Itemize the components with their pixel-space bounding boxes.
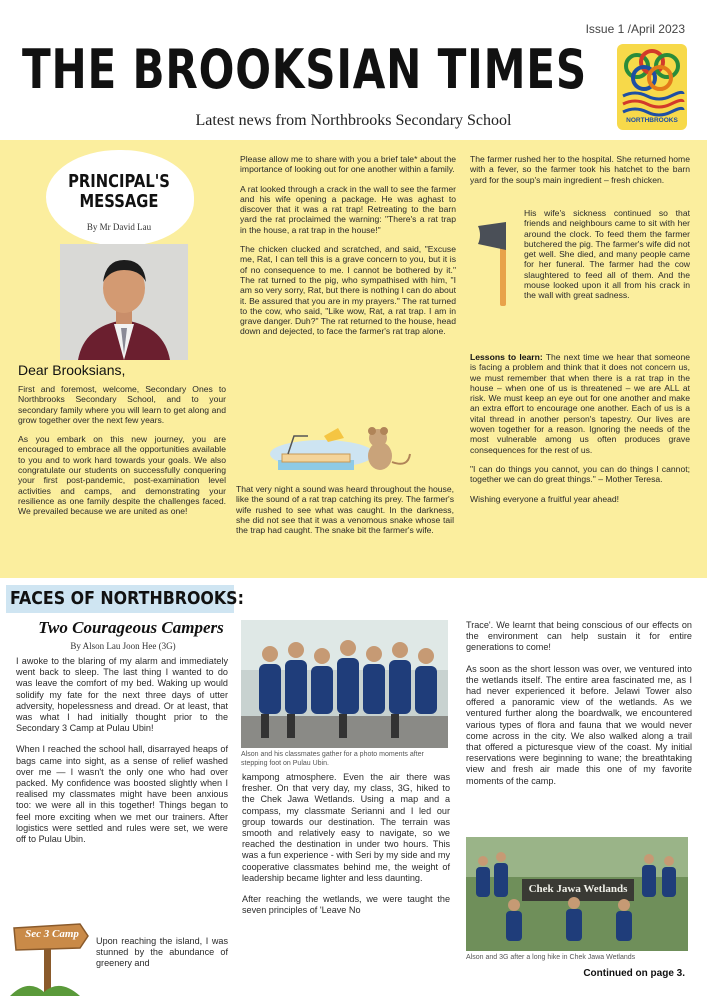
principal-byline: By Mr David Lau: [86, 222, 152, 232]
principal-column-1: [18, 384, 226, 526]
axe-icon: [476, 218, 520, 308]
story-column-2: [242, 772, 450, 926]
group-photo-pulau-ubin: [241, 620, 448, 748]
principal-heading: PRINCIPAL'S MESSAGE: [68, 171, 170, 212]
tagline: Latest news from Northbrooks Secondary School: [195, 112, 512, 129]
continued-note: Continued on page 3.: [583, 968, 685, 979]
photo-caption: Alson and his classmates gather for a photo moments after stepping foot on Pulau Ubin.: [241, 751, 424, 767]
paragraph: Trace'. We learnt that being conscious of our effects on the environment can help sustain it for entire generations to come!: [466, 620, 692, 653]
closing-wish: Wishing everyone a fruitful year ahead!: [470, 493, 620, 504]
paragraph: After reaching the wetlands, we were taught the seven principles of 'Leave No: [242, 894, 450, 916]
story-column-1-end: Upon reaching the island, I was stunned by the abundance of greenery and: [96, 936, 228, 969]
salutation: Dear Brooksians,: [18, 362, 126, 378]
principal-column-3-bottom: [470, 352, 690, 513]
logo-text: NORTHBROOKS: [626, 117, 678, 124]
paragraph: kampong atmosphere. Even the air there was fresher. On that very day, my class, 3G, hiked to the Chek Jawa Wetlands. Using a map and a compass, my classmate Serianni and I led our group towards our destination. The terrain was smooth and relatively easy to navigate, so we reached the destination in under two hours. This was a fun experience - with Seri by my side and my cooperative classmates behind me, the weight of leadership became lighter and less daunting.: [242, 772, 450, 883]
principal-column-2: [240, 154, 456, 346]
paragraph: When I reached the school hall, disarrayed heaps of bags came into sight, as a sense of relief washed over me — I wasn't the only one who had over packed. My confidence was boosted slightly when I realised my classmates might have been anxious too: we were all in this together! Things began to feel more exciting when we met our trainers. After logistics were settled and rules were set, we were off to Pulau Ubin.: [16, 744, 228, 845]
signpost-text: Sec 3 Camp: [25, 928, 79, 940]
mouse-trap-illustration: [262, 410, 414, 478]
camp-signpost: [10, 918, 94, 996]
faces-heading: FACES OF NORTHBROOKS:: [10, 588, 244, 609]
principal-photo: [60, 244, 188, 360]
principal-column-3-top: The farmer rushed her to the hospital. She returned home with a fever, so the farmer took his hatchet to the barn yard for the soup's main ingredient – fresh chicken.: [470, 154, 690, 185]
group-photo-chek-jawa: [466, 837, 688, 951]
story-column-1: [16, 656, 228, 855]
newspaper-title: THE BROOKSIAN TIMES: [22, 38, 587, 101]
lessons-paragraph: [470, 352, 690, 455]
photo-caption: Alson and 3G after a long hike in Chek Jawa Wetlands: [466, 954, 636, 961]
paragraph: The chicken clucked and scratched, and said, "Excuse me, Rat, I can tell this is a grave concern to you, but it is of no consequence to me. I cannot be bothered by it." The rat turned to the pig, who sympathised with him, "I am so very sorry, Rat, but there is nothing I can do about it. Be assured that you are in my prayers." The rat turned to the cow, who said, "Like wow, Rat, a rat trap. I am in grave danger. Duh?" The rat returned to the house, head down and dejected, to face the farmer's rat trap alone.: [240, 244, 456, 337]
story-column-3: [466, 620, 692, 797]
paragraph: A rat looked through a crack in the wall to see the farmer and his wife opening a package. He was aghast to discover that it was a rat trap! Retreating to the barn yard the rat proclaimed the warning: "There's a rat trap in the house, a rat trap in the house!": [240, 183, 456, 235]
story-title: Two Courageous Campers: [38, 618, 224, 637]
principal-column-3-middle: His wife's sickness continued so that friends and neighbours came to sit with her around the clock. To feed them the farmer butchered the pig. The farmer's wife did not get well. She died, and many people came for her funeral. The farmer had the cow slaughtered to feed all of them. And the mouse looked upon it all from his crack in the wall with great sadness.: [524, 208, 690, 301]
lessons-text: The next time we hear that someone is facing a problem and think that it does not concern us, we must remember that when there is a rat trap in the house – when one of us is threatened – we are ALL at risk. We must keep an eye out for one another and make an extra effort to encourage one another. Each of us is a vital thread in another person's tapestry. Our lives are woven together for a reason. Ignoring the needs of the most vulnerable among us often produces grave consequences for the rest of us.: [470, 352, 691, 455]
wetlands-sign-text: Chek Jawa Wetlands: [528, 883, 628, 895]
issue-label: Issue 1 /April 2023: [585, 22, 685, 36]
paragraph: Please allow me to share with you a brief tale* about the importance of looking out for one another within a family.: [240, 154, 456, 175]
paragraph: First and foremost, welcome, Secondary Ones to Northbrooks Secondary School, and to your secondary family where you will learn to get along and grow together over the next few years.: [18, 384, 226, 425]
paragraph: As soon as the short lesson was over, we ventured into the wetlands itself. The entire area fascinated me, as I had never experienced it before. Jelawi Tower also offered a panoramic view of the wetlands. As we ventured further along the boardwalk, we encountered various types of flora and fauna that we would never come across in the city. We also walked along a trail that offered a picturesque view of the coast. My initial reservations were beginning to wane; the breathtaking view and fresh air made this one of my favorite moments of the camp.: [466, 663, 692, 786]
paragraph: As you embark on this new journey, you are encouraged to embrace all the opportunities available to you and to work hard towards your goals. We also congratulate our students on successfully conquering your first post-pandemic, post-examination level activities and camps, and demonstrating your resilience as one family despite the challenges faced. We prevailed because we are united as one!: [18, 434, 226, 517]
principal-column-2-continued: That very night a sound was heard throughout the house, like the sound of a rat trap catching its prey. The farmer's wife rushed to see what was caught. In the darkness, she did not see that it was a venomous snake whose tail the trap had caught. The snake bit the farmer's wife.: [236, 484, 454, 536]
lessons-label: Lessons to learn:: [470, 352, 543, 362]
paragraph: I awoke to the blaring of my alarm and immediately went back to sleep. The last thing I wanted to do was leave the comfort of my bed. Waking up would solidify my fate for the next three days of utter adversity, hopelessness and dread. Or at least, that was what I had initially thought prior to the Secondary 3 Camp at Pulau Ubin!: [16, 656, 228, 734]
story-byline: By Alson Lau Joon Hee (3G): [70, 641, 176, 651]
quote: "I can do things you cannot, you can do things I cannot; together we can do great things." – Mother Teresa.: [470, 463, 690, 485]
